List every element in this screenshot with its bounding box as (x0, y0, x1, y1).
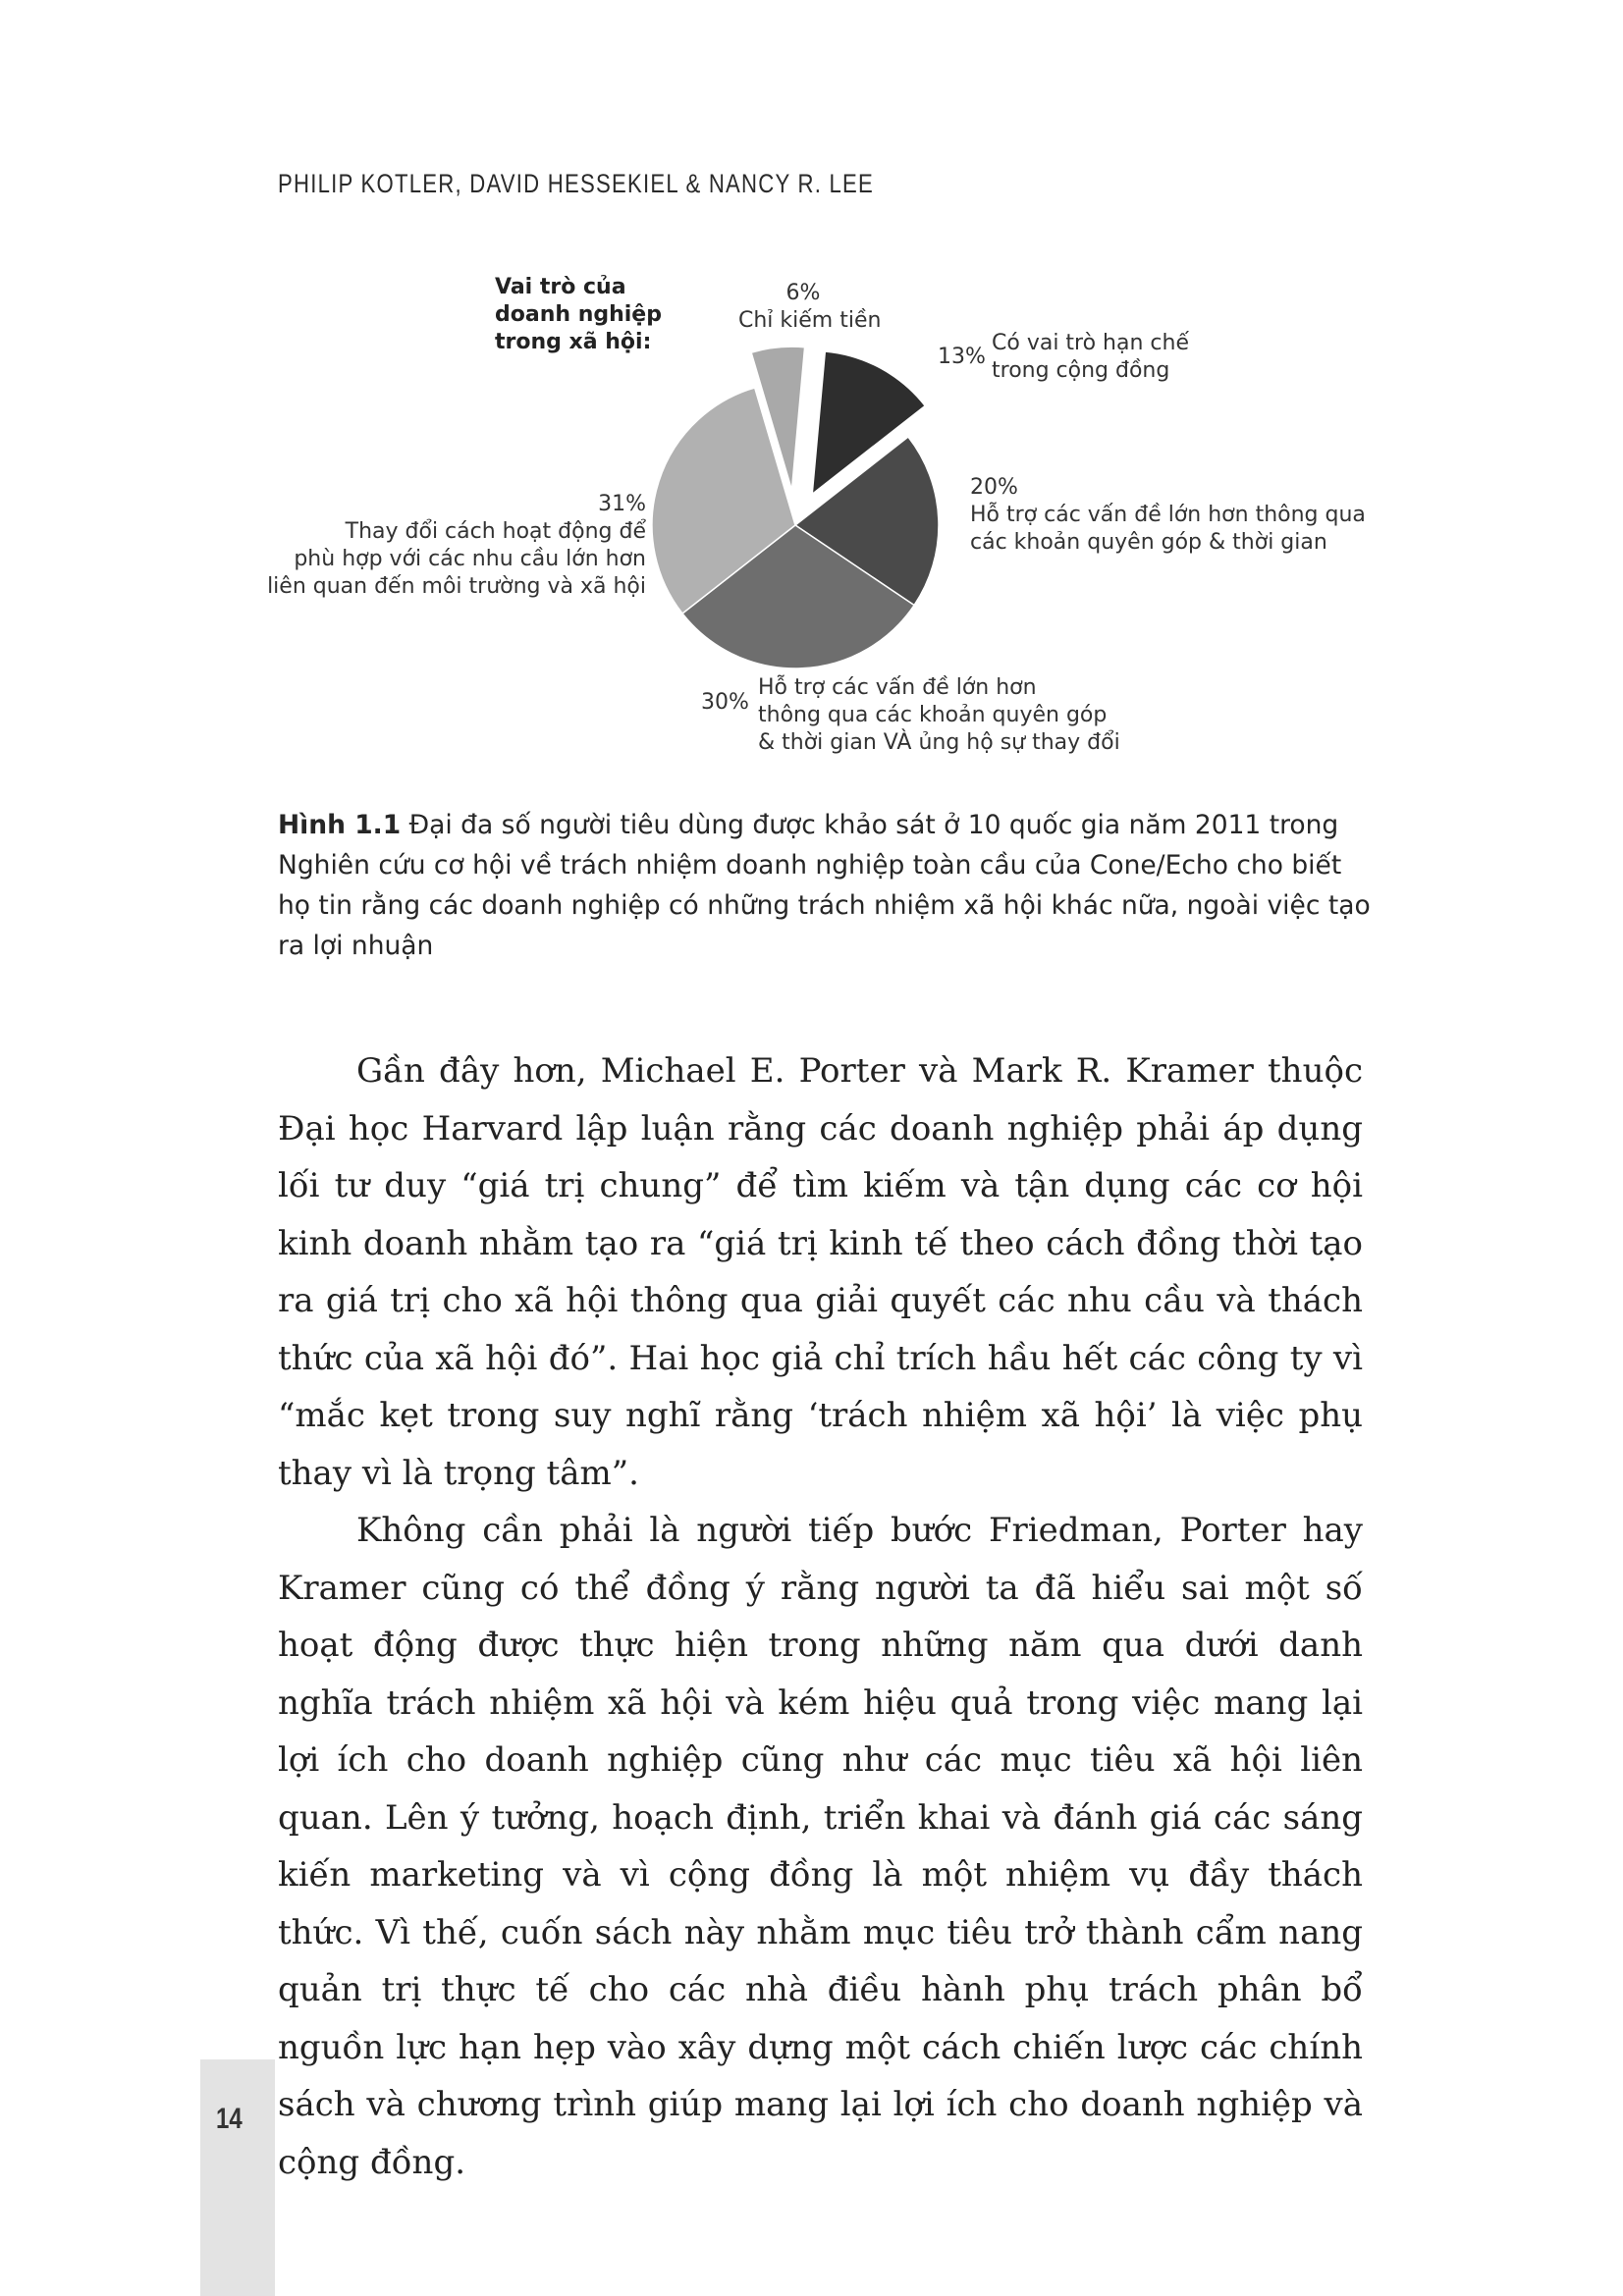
page-number-tab (200, 2059, 275, 2296)
pie-chart (0, 0, 1623, 775)
label-13pct-value: 13% (938, 345, 986, 369)
label-30pct-value: 30% (701, 690, 749, 715)
body-text (278, 1042, 1363, 2191)
page-number: 14 (216, 2103, 243, 2135)
label-20pct: 20% Hỗ trợ các vấn đề lớn hơn thông qua các khoản quyên góp & thời gian (970, 475, 1366, 555)
running-header: PHILIP KOTLER, DAVID HESSEKIEL & NANCY R. LEE (278, 169, 874, 198)
paragraph-2: Không cần phải là người tiếp bước Friedman, Porter hay Kramer cũng có thể đồng ý rằng người ta đã hiểu sai một số hoạt động được thực hiện trong những năm qua dưới danh nghĩa trách nhiệm xã hội và kém hiệu quả trong việc mang lại lợi ích cho doanh nghiệp cũng như các mục tiêu xã hội liên quan. Lên ý tưởng, hoạch định, triển khai và đánh giá các sáng kiến marketing và vì cộng đồng là một nhiệm vụ đầy thách thức. Vì thế, cuốn sách này nhằm mục tiêu trở thành cẩm nang quản trị thực tế cho các nhà điều hành phụ trách phân bổ nguồn lực hạn hẹp vào xây dựng một cách chiến lược các chính sách và chương trình giúp mang lại lợi ích cho doanh nghiệp và cộng đồng. (278, 1511, 1363, 2182)
chart-title: Vai trò của doanh nghiệp trong xã hội: (495, 275, 662, 354)
paragraph-1: Gần đây hơn, Michael E. Porter và Mark R. Kramer thuộc Đại học Harvard lập luận rằng các doanh nghiệp phải áp dụng lối tư duy “giá trị chung” để tìm kiếm và tận dụng các cơ hội kinh doanh nhằm tạo ra “giá trị kinh tế theo cách đồng thời tạo ra giá trị cho xã hội thông qua giải quyết các nhu cầu và thách thức của xã hội đó”. Hai học giả chỉ trích hầu hết các công ty vì “mắc kẹt trong suy nghĩ rằng ‘trách nhiệm xã hội’ là việc phụ thay vì là trọng tâm”. (278, 1051, 1363, 1493)
figure-caption (278, 805, 1378, 966)
caption-text: Đại đa số người tiêu dùng được khảo sát ở 10 quốc gia năm 2011 trong Nghiên cứu cơ hội về trách nhiệm doanh nghiệp toàn cầu của Cone/Echo cho biết họ tin rằng các doanh nghiệp có những trách nhiệm xã hội khác nữa, ngoài việc tạo ra lợi nhuận (278, 810, 1371, 961)
label-6pct: 6% Chỉ kiếm tiền (738, 281, 882, 333)
pie-chart-figure (0, 0, 1623, 775)
caption-label: Hình 1.1 (278, 810, 402, 840)
label-31pct: 31% Thay đổi cách hoạt động để phù hợp với các nhu cầu lớn hơn liên quan đến môi trường và xã hội (267, 492, 646, 599)
label-30pct-text: Hỗ trợ các vấn đề lớn hơn thông qua các khoản quyên góp & thời gian VÀ ủng hộ sự thay đổi (758, 675, 1120, 755)
label-13pct-text: Có vai trò hạn chế trong cộng đồng (992, 331, 1189, 383)
